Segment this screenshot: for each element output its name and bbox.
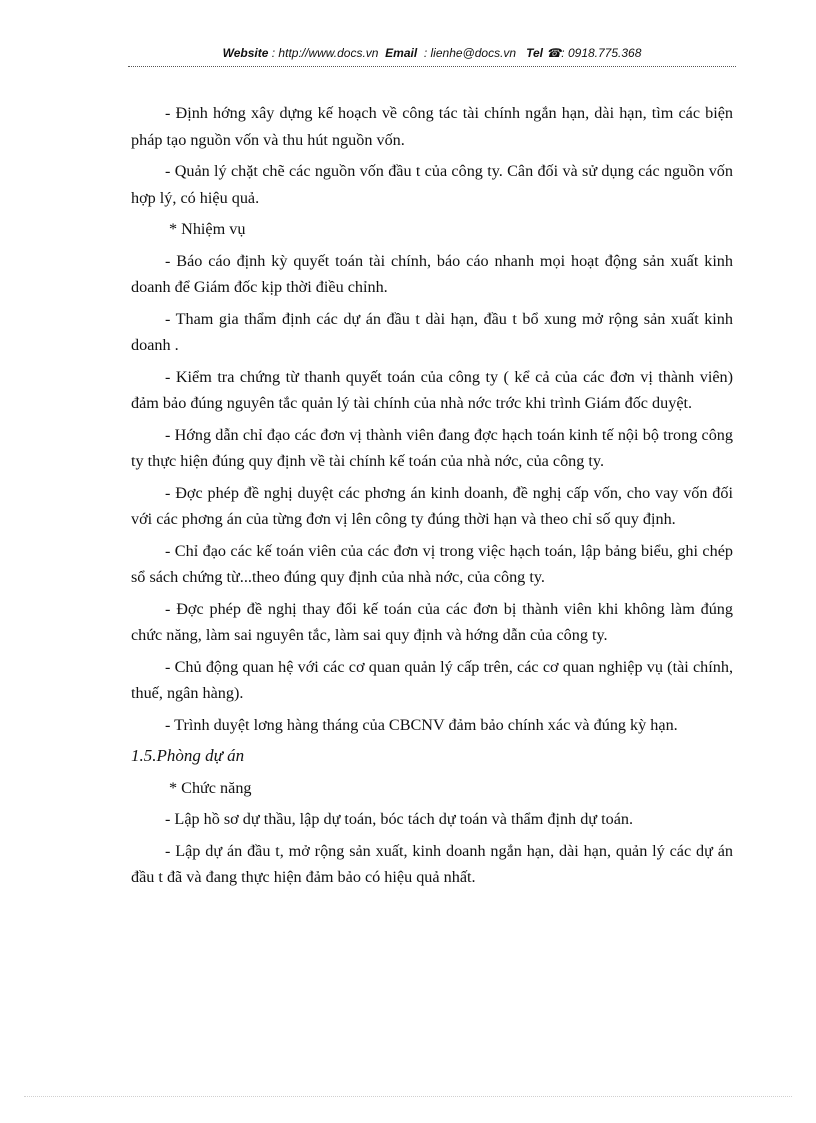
email-value[interactable]: : lienhe@docs.vn	[423, 46, 517, 60]
phone-icon: ☎	[546, 46, 562, 60]
document-body	[131, 100, 733, 896]
email-label: Email	[385, 46, 418, 60]
subheading-chuc-nang: * Chức năng	[169, 778, 252, 797]
paragraph-bao-cao: - Báo cáo định kỳ quyết toán tài chính, báo cáo nhanh mọi hoạt động sản xuất kinh doanh để Giám đốc kịp thời điều chỉnh.	[131, 251, 733, 296]
page-header	[128, 46, 736, 60]
paragraph-kiem-tra: - Kiểm tra chứng từ thanh quyết toán của công ty ( kể cả của các đơn vị thành viên) đảm bảo đúng nguyên tắc quản lý tài chính của nhà nớc trớc khi trình Giám đốc duyệt.	[131, 367, 733, 412]
paragraph-quan-he: - Chủ động quan hệ với các cơ quan quản lý cấp trên, các cơ quan nghiệp vụ (tài chính, thuế, ngân hàng).	[131, 657, 733, 702]
paragraph-quan-ly-von: - Quản lý chặt chẽ các nguồn vốn đầu t của công ty. Cân đối và sử dụng các nguồn vốn hợp lý, có hiệu quả.	[131, 162, 733, 207]
section-title-phong-du-an: 1.5.Phòng dự án	[131, 746, 245, 765]
website-url[interactable]: : http://www.docs.vn	[271, 46, 379, 60]
paragraph-huong-dan: - Hớng dẫn chỉ đạo các đơn vị thành viên đang đợc hạch toán kinh tế nội bộ trong công ty thực hiện đúng quy định về tài chính kế toán của nhà nớc, của công ty.	[131, 425, 733, 470]
tel-value: : 0918.775.368	[561, 46, 642, 60]
website-label: Website	[222, 46, 269, 60]
footer-divider	[24, 1096, 792, 1097]
paragraph-trinh-duyet: - Trình duyệt lơng hàng tháng của CBCNV đảm bảo chính xác và đúng kỳ hạn.	[165, 715, 678, 734]
paragraph-lap-du-an: - Lập dự án đầu t, mở rộng sản xuất, kinh doanh ngắn hạn, dài hạn, quản lý các dự án đầu t đã và đang thực hiện đảm bảo có hiệu quả nhất.	[131, 841, 733, 886]
subheading-nhiem-vu: * Nhiệm vụ	[169, 220, 246, 238]
paragraph-dinh-huong: - Định hớng xây dựng kế hoạch về công tác tài chính ngắn hạn, dài hạn, tìm các biện pháp tạo nguồn vốn và thu hút nguồn vốn.	[131, 104, 733, 149]
header-divider	[128, 66, 736, 67]
paragraph-thay-doi-ke-toan: - Đợc phép đề nghị thay đổi kế toán của các đơn bị thành viên khi không làm đúng chức năng, làm sai nguyên tắc, làm sai quy định và hớng dẫn của công ty.	[131, 599, 733, 644]
paragraph-chi-dao: - Chỉ đạo các kế toán viên của các đơn vị trong việc hạch toán, lập bảng biểu, ghi chép sổ sách chứng từ...theo đúng quy định của nhà nớc, của công ty.	[131, 541, 733, 586]
paragraph-tham-dinh: - Tham gia thẩm định các dự án đầu t dài hạn, đầu t bổ xung mở rộng sản xuất kinh doanh .	[131, 309, 733, 354]
paragraph-lap-ho-so: - Lập hồ sơ dự thầu, lập dự toán, bóc tách dự toán và thẩm định dự toán.	[165, 810, 634, 828]
paragraph-de-nghi-duyet: - Đợc phép đề nghị duyệt các phơng án kinh doanh, đề nghị cấp vốn, cho vay vốn đối với các phơng án của từng đơn vị lên công ty đúng thời hạn và theo chỉ số quy định.	[131, 483, 733, 528]
tel-label: Tel	[526, 46, 543, 60]
